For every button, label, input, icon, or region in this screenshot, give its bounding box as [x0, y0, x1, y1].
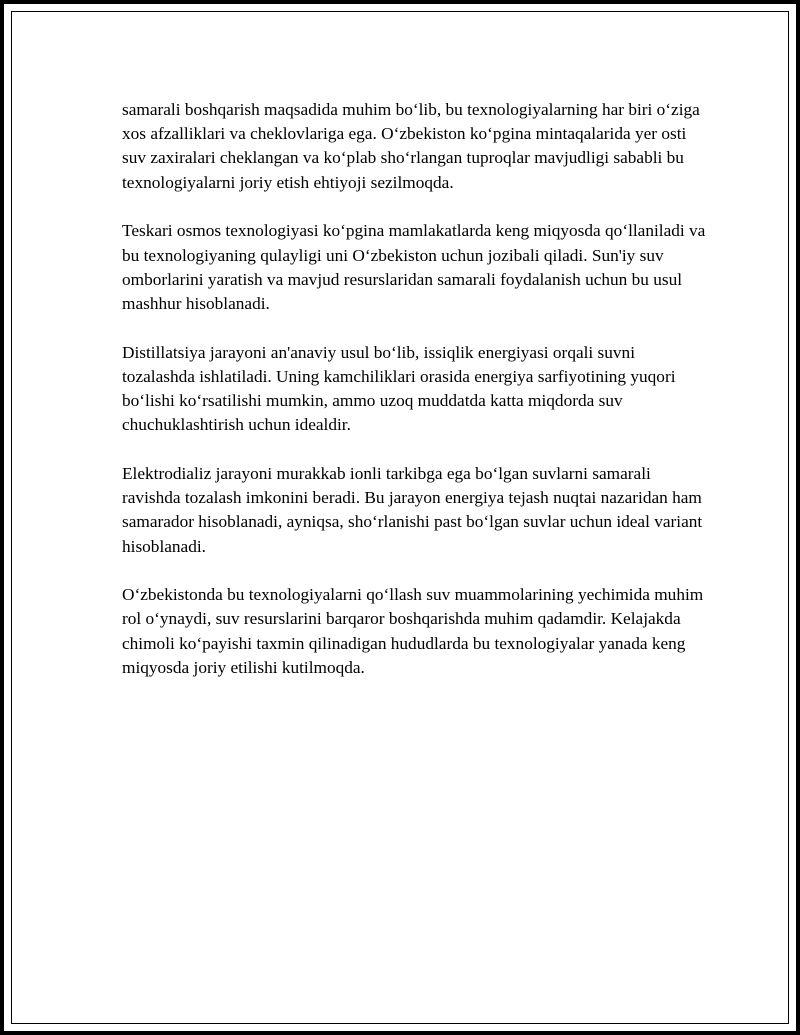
paragraph-1: samarali boshqarish maqsadida muhim bo‘lib, bu texnologiyalarning har biri o‘ziga xos afzalliklari va cheklovlariga ega. O‘zbekiston ko‘pgina mintaqalarida yer osti suv zaxiralari cheklangan va ko‘plab sho‘rlangan tuproqlar mavjudligi sababli bu texnologiyalarni joriy etish ehtiyoji sezilmoqda. [122, 100, 700, 192]
paragraph-5: O‘zbekistonda bu texnologiyalarni qo‘llash suv muammolarining yechimida muhim rol o‘ynaydi, suv resurslarini barqaror boshqarishda muhim qadamdir. Kelajakda chimoli ko‘payishi taxmin qilinadigan hududlarda bu texnologiyalar yanada keng miqyosda joriy etilishi kutilmoqda. [122, 585, 704, 677]
document-body [122, 98, 712, 705]
paragraph-3: Distillatsiya jarayoni an'anaviy usul bo‘lib, issiqlik energiyasi orqali suvni tozalashda ishlatiladi. Uning kamchiliklari orasida energiya sarfiyotining yuqori bo‘lishi ko‘rsatilishi mumkin, ammo uzoq muddatda katta miqdorda suv chuchuklashtirish uchun idealdir. [122, 342, 676, 435]
paragraph-4: Elektrodializ jarayoni murakkab ionli tarkibga ega bo‘lgan suvlarni samarali ravishda tozalash imkonini beradi. Bu jarayon energiya tejash nuqtai nazaridan ham samarador hisoblanadi, ayniqsa, sho‘rlanishi past bo‘lgan suvlar uchun ideal variant hisoblanadi. [122, 463, 703, 556]
paragraph-2: Teskari osmos texnologiyasi ko‘pgina mamlakatlarda keng miqyosda qo‘llaniladi va bu texnologiyaning qulayligi uni O‘zbekiston uchun jozibali qiladi. Sun'iy suv omborlarini yaratish va mavjud resurslaridan samarali foydalanish uchun bu usul mashhur hisoblanadi. [122, 221, 706, 313]
